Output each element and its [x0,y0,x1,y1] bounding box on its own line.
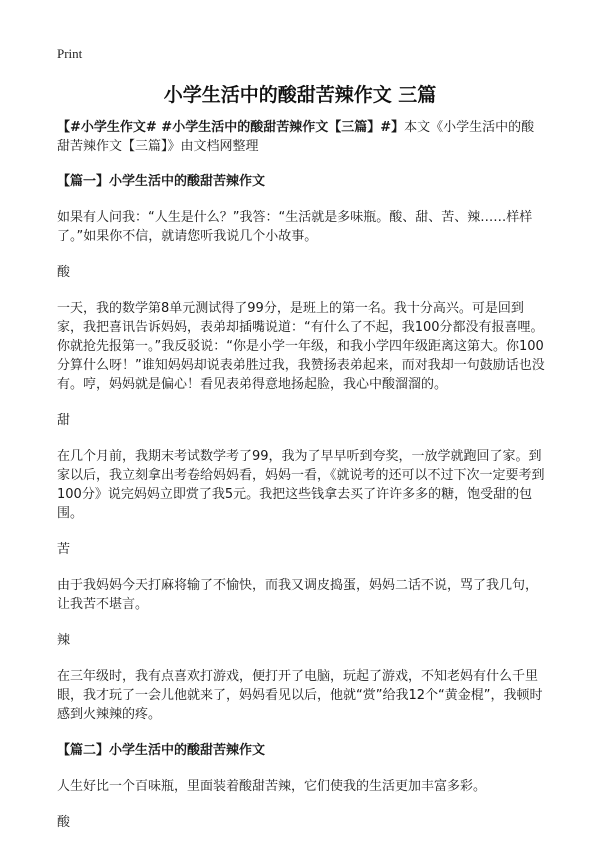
essay1-sour-paragraph: 一天，我的数学第8单元测试得了99分，是班上的第一名。我十分高兴。可是回到家，我把喜讯告诉妈妈，表弟却插嘴说道：“有什么了不起，我100分都没有报喜哩。你就抢先报第一。”我反驳说：“你是小学一年级，和我小学四年级距离这第大。你100分算什么呀！”谁知妈妈却说表弟胜过我，我赞扬表弟起来，而对我却一句鼓励话也没有。哼，妈妈就是偏心！看见表弟得意地扬起脸，我心中酸溜溜的。 [57,301,545,392]
essay1-bitter-paragraph: 由于我妈妈今天打麻将输了不愉快，而我又调皮捣蛋，妈妈二话不说，骂了我几句，让我苦不堪言。 [57,578,539,612]
essay2-heading: 【篇二】小学生活中的酸甜苦辣作文 [57,743,266,758]
print-label: Print [57,46,83,61]
essay1-spicy-paragraph: 在三年级时，我有点喜欢打游戏，便打开了电脑，玩起了游戏，不知老妈有什么千里眼，我才玩了一会儿他就来了，妈妈看见以后，他就“赏”给我12个“黄金棍”，我顿时感到火辣辣的疼。 [57,669,543,722]
intro-tags: 【#小学生作文# #小学生活中的酸甜苦辣作文【三篇】#】 [57,120,405,135]
essay1-sweet-paragraph: 在几个月前，我期末考试数学考了99，我为了早早听到夸奖，一放学就跑回了家。到家以后，我立刻拿出考卷给妈妈看，妈妈一看，《就说考的还可以不过下次一定要考到100分》说完妈妈立即赏了我5元。我把这些钱拿去买了许许多多的糖，饱受甜的包围。 [57,449,545,521]
essay2-opening-paragraph: 人生好比一个百味瓶，里面装着酸甜苦辣，它们使我的生活更加丰富多彩。 [57,779,487,794]
essay1-sour-heading: 酸 [57,265,71,280]
essay1-opening-paragraph: 如果有人问我：“人生是什么？”我答：“生活就是多味瓶。酸、甜、苦、辣……样样了。”如果你不信，就请您听我说几个小故事。 [57,210,533,244]
intro-text: 本文《小学生活中的酸甜苦辣作文【三篇】》由文档网整理 [57,120,535,154]
essay1-heading: 【篇一】小学生活中的酸甜苦辣作文 [57,174,266,189]
essay1-bitter-heading: 苦 [57,542,71,557]
document-body [57,118,547,849]
essay1-spicy-heading: 辣 [57,633,71,648]
page-title: 小学生活中的酸甜苦辣作文 三篇 [163,84,437,106]
intro-paragraph [57,118,547,156]
essay2-sour-heading: 酸 [57,815,71,830]
essay1-sweet-heading: 甜 [57,413,71,428]
